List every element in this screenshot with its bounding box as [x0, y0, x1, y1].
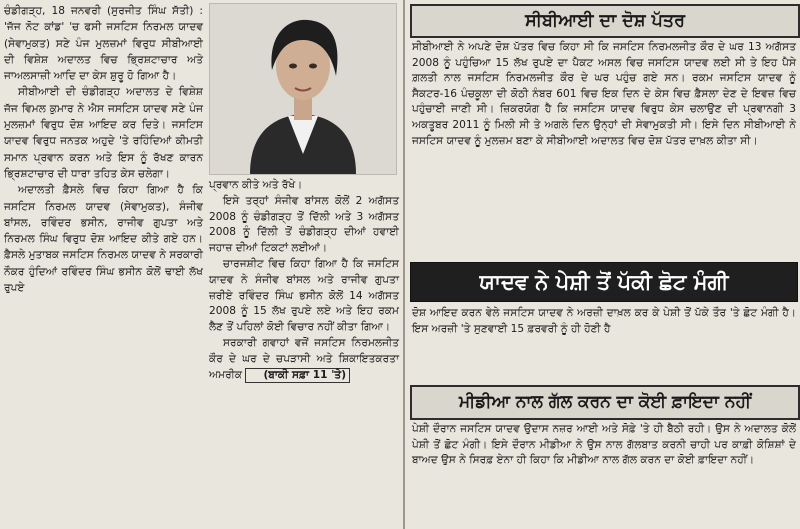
section-title-chargesheet: ਸੀਬੀਆਈ ਦਾ ਦੋਸ਼ ਪੱਤਰ — [410, 4, 800, 38]
section-body-chargesheet: ਸੀਬੀਆਈ ਨੇ ਅਪਣੇ ਦੋਸ਼ ਪੱਤਰ ਵਿਚ ਕਿਹਾ ਸੀ ਕਿ ਜਸਟਿਸ ਨਿਰਮਲਜੀਤ ਕੌਰ ਦੇ ਘਰ 13 ਅਗੱਸਤ 2008 ਨੂੰ ਪਹੁੰਚਿਆ 15 ਲੱਖ ਰੁਪਏ ਦਾ ਪੈਕਟ ਅਸਲ ਵਿਚ ਜਸਟਿਸ ਯਾਦਵ ਲਈ ਸੀ ਤੇ ਇਹ ਪੈਸੇ ਗ਼ਲਤੀ ਨਾਲ ਜਸਟਿਸ ਨਿਰਮਲਜੀਤ ਕੌਰ ਦੇ ਘਰ ਪਹੁੰਚ ਗਏ ਸਨ। ਰਕਮ ਜਸਟਿਸ ਯਾਦਵ ਨੂੰ ਸੈਕਟਰ-16 ਪੰਚਕੂਲਾ ਦੀ ਕੋਠੀ ਨੰਬਰ 601 ਵਿਚ ਇਕ ਦਿਨ ਦੇ ਕੇਸ ਵਿਚ ਫ਼ੈਸਲਾ ਦੇਣ ਦੇ ਇਵਜ਼ ਵਿਚ ਪਹੁੰਚਾਈ ਜਾਣੀ ਸੀ। ਜ਼ਿਕਰਯੋਗ ਹੈ ਕਿ ਜਸਟਿਸ ਯਾਦਵ ਵਿਰੁਧ ਕੇਸ ਚਲਾਉਣ ਦੀ ਪ੍ਰਵਾਨਗੀ 3 ਅਕਤੂਬਰ 2011 ਨੂੰ ਮਿਲੀ ਸੀ ਤੇ ਅਗਲੇ ਦਿਨ ਉਨ੍ਹਾਂ ਦੀ ਸੇਵਾਮੁਕਤੀ ਸੀ। ਇਸੇ ਦਿਨ ਸੀਬੀਆਈ ਨੇ ਜਸਟਿਸ ਯਾਦਵ ਨੂੰ ਮੁਲਜ਼ਮ ਬਣਾ ਕੇ ਸੀਬੀਆਈ ਅਦਾਲਤ ਵਿਚ ਦੋਸ਼ ਪੱਤਰ ਦਾਖ਼ਲ ਕੀਤਾ ਸੀ। — [412, 41, 796, 147]
section-title-media: ਮੀਡੀਆ ਨਾਲ ਗੱਲ ਕਰਨ ਦਾ ਕੋਈ ਫ਼ਾਇਦਾ ਨਹੀਂ — [410, 385, 800, 420]
section-title-exemption: ਯਾਦਵ ਨੇ ਪੇਸ਼ੀ ਤੋਂ ਪੱਕੀ ਛੋਟ ਮੰਗੀ — [410, 262, 798, 302]
portrait-photo-icon — [210, 4, 396, 174]
left-article-column — [4, 3, 203, 525]
middle-article-column — [209, 178, 399, 525]
article-paragraph: ਇਸੇ ਤਰ੍ਹਾਂ ਸੰਜੀਵ ਬਾਂਸਲ ਕੋਲੋਂ 2 ਅਗੱਸਤ 2008 ਨੂੰ ਚੰਡੀਗੜ੍ਹ ਤੋਂ ਦਿੱਲੀ ਅਤੇ 3 ਅਗੱਸਤ 2008 ਨੂੰ ਦਿੱਲੀ ਤੋਂ ਚੰਡੀਗੜ੍ਹ ਦੀਆਂ ਹਵਾਈ ਜਹਾਜ਼ ਦੀਆਂ ਟਿਕਟਾਂ ਲਈਆਂ। — [209, 194, 399, 255]
portrait-photo — [209, 3, 397, 175]
article-paragraph: ਅਦਾਲਤੀ ਫ਼ੈਸਲੇ ਵਿਚ ਕਿਹਾ ਗਿਆ ਹੈ ਕਿ ਜਸਟਿਸ ਨਿਰਮਲ ਯਾਦਵ (ਸੇਵਾਮੁਕਤ), ਸੰਜੀਵ ਬਾਂਸਲ, ਰਵਿੰਦਰ ਭਸੀਨ, ਰਾਜੀਵ ਗੁਪਤਾ ਅਤੇ ਨਿਰਮਲ ਸਿੰਘ ਵਿਰੁਧ ਦੋਸ਼ ਆਇਦ ਕੀਤੇ ਗਏ ਹਨ। ਫ਼ੈਸਲੇ ਮੁਤਾਬਕ ਜਸਟਿਸ ਨਿਰਮਲ ਯਾਦਵ ਨੇ ਸਰਕਾਰੀ ਨੌਕਰ ਹੁੰਦਿਆਂ ਰਵਿੰਦਰ ਸਿੰਘ ਭਸੀਨ ਕੋਲੋਂ ਢਾਈ ਲੱਖ ਰੁਪਏ — [4, 184, 203, 295]
article-paragraph: ਚਾਰਜਸ਼ੀਟ ਵਿਚ ਕਿਹਾ ਗਿਆ ਹੈ ਕਿ ਜਸਟਿਸ ਯਾਦਵ ਨੇ ਸੰਜੀਵ ਬਾਂਸਲ ਅਤੇ ਰਾਜੀਵ ਗੁਪਤਾ ਜ਼ਰੀਏ ਰਵਿੰਦਰ ਸਿੰਘ ਭਸੀਨ ਕੋਲੋਂ 14 ਅਗੱਸਤ 2008 ਨੂੰ 15 ਲੱਖ ਰੁਪਏ ਲਏ ਅਤੇ ਇਹ ਰਕਮ ਲੈਣ ਤੋਂ ਪਹਿਲਾਂ ਕੋਈ ਵਿਚਾਰ ਨਹੀਂ ਕੀਤਾ ਗਿਆ। — [209, 257, 399, 334]
column-divider — [403, 0, 405, 529]
article-paragraph: ਚੰਡੀਗੜ੍ਹ, 18 ਜਨਵਰੀ (ਸੁਰਜੀਤ ਸਿੰਘ ਸੱਤੀ) : 'ਜੱਜ ਨੋਟ ਕਾਂਡ' 'ਚ ਫਸੀ ਜਸਟਿਸ ਨਿਰਮਲ ਯਾਦਵ (ਸੇਵਾਮੁਕਤ) ਸਣੇ ਪੰਜ ਮੁਲਜ਼ਮਾਂ ਵਿਰੁਧ ਸੀਬੀਆਈ ਦੀ ਵਿਸ਼ੇਸ਼ ਅਦਾਲਤ ਵਿਚ ਭ੍ਰਿਸ਼ਟਾਚਾਰ ਅਤੇ ਜਾਅਲਸਾਜ਼ੀ ਆਦਿ ਦਾ ਕੇਸ ਸ਼ੁਰੂ ਹੋ ਗਿਆ ਹੈ। — [4, 5, 203, 83]
section-body-exemption: ਦੋਸ਼ ਆਇਦ ਕਰਨ ਵੇਲੇ ਜਸਟਿਸ ਯਾਦਵ ਨੇ ਅਰਜ਼ੀ ਦਾਖ਼ਲ ਕਰ ਕੇ ਪੇਸ਼ੀ ਤੋਂ ਪੱਕੇ ਤੌਰ 'ਤੇ ਛੋਟ ਮੰਗੀ ਹੈ। ਇਸ ਅਰਜ਼ੀ 'ਤੇ ਸੁਣਵਾਈ 15 ਫ਼ਰਵਰੀ ਨੂੰ ਹੀ ਹੋਣੀ ਹੈ — [412, 307, 796, 335]
continued-on-page-label: (ਬਾਕੀ ਸਫ਼ਾ 11 'ਤੇ) — [245, 368, 350, 383]
article-paragraph-text: ਸਰਕਾਰੀ ਗਵਾਹਾਂ ਵਜੋਂ ਜਸਟਿਸ ਨਿਰਮਲਜੀਤ ਕੌਰ ਦੇ ਘਰ ਦੇ ਚਪੜਾਸੀ ਅਤੇ ਸ਼ਿਕਾਇਤਕਰਤਾ ਅਮਰੀਕ — [209, 336, 399, 381]
article-paragraph: ਪ੍ਰਵਾਨ ਕੀਤੇ ਅਤੇ ਰੱਖੇ। — [209, 179, 303, 191]
right-sidebar — [410, 0, 798, 529]
section-body-media: ਪੇਸ਼ੀ ਦੌਰਾਨ ਜਸਟਿਸ ਯਾਦਵ ਉਦਾਸ ਨਜ਼ਰ ਆਈ ਅਤੇ ਸੋਫ਼ੇ 'ਤੇ ਹੀ ਬੈਠੀ ਰਹੀ। ਉਸ ਨੇ ਅਦਾਲਤ ਕੋਲੋਂ ਪੇਸ਼ੀ ਤੋਂ ਛੋਟ ਮੰਗੀ। ਇਸੇ ਦੌਰਾਨ ਮੀਡੀਆ ਨੇ ਉਸ ਨਾਲ ਗੱਲਬਾਤ ਕਰਨੀ ਚਾਹੀ ਪਰ ਕਾਫ਼ੀ ਕੋਸ਼ਿਸ਼ਾਂ ਦੇ ਬਾਅਦ ਉਸ ਨੇ ਸਿਰਫ਼ ਏਨਾ ਹੀ ਕਿਹਾ ਕਿ ਮੀਡੀਆ ਨਾਲ ਗੱਲ ਕਰਨ ਦਾ ਕੋਈ ਫ਼ਾਇਦਾ ਨਹੀਂ। — [412, 423, 796, 467]
article-paragraph: ਸੀਬੀਆਈ ਦੀ ਚੰਡੀਗੜ੍ਹ ਅਦਾਲਤ ਦੇ ਵਿਸ਼ੇਸ਼ ਜੱਜ ਵਿਮਲ ਕੁਮਾਰ ਨੇ ਐਸ ਜਸਟਿਸ ਯਾਦਵ ਸਣੇ ਪੰਜ ਮੁਲਜ਼ਮਾਂ ਵਿਰੁਧ ਦੋਸ਼ ਆਇਦ ਕਰ ਦਿਤੇ। ਜਸਟਿਸ ਯਾਦਵ ਵਿਰੁਧ ਜਨਤਕ ਅਹੁਦੇ 'ਤੇ ਰਹਿੰਦਿਆਂ ਕੀਮਤੀ ਸਮਾਨ ਪ੍ਰਵਾਨ ਕਰਨ ਅਤੇ ਇਸ ਨੂੰ ਰੱਖਣ ਕਾਰਨ ਭ੍ਰਿਸ਼ਟਾਚਾਰ ਦੀ ਧਾਰਾ ਤਹਿਤ ਕੇਸ ਚਲੇਗਾ। — [4, 86, 203, 180]
article-paragraph — [209, 336, 399, 383]
